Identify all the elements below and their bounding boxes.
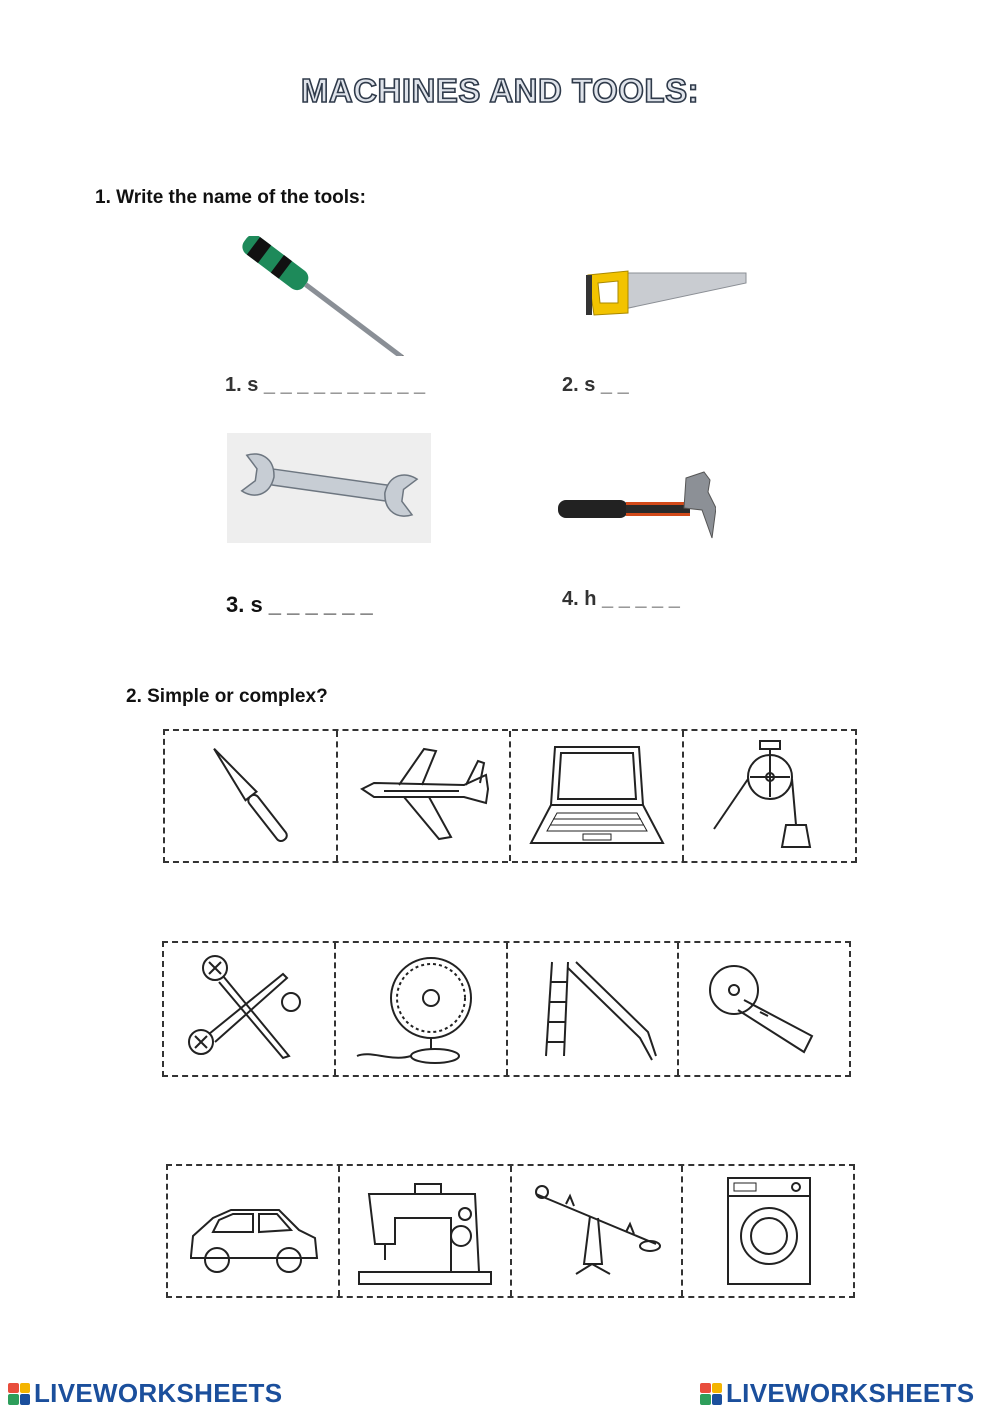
- screws-icon: [179, 952, 319, 1067]
- picture-cell[interactable]: [679, 943, 849, 1075]
- hammer-icon: [556, 468, 716, 542]
- seesaw-icon: [526, 1174, 666, 1289]
- pulley-icon: [700, 739, 840, 854]
- picture-cell[interactable]: [511, 731, 684, 861]
- tool-answer-4[interactable]: 4. h _ _ _ _ _: [562, 588, 680, 610]
- tool-answer-1[interactable]: 1. s _ _ _ _ _ _ _ _ _ _: [225, 374, 426, 396]
- knife-icon: [181, 739, 321, 854]
- footer-brand-left: [8, 1378, 282, 1409]
- laptop-icon: [527, 739, 667, 854]
- footer-brand-right: [700, 1378, 974, 1409]
- jet-plane-icon: [354, 739, 494, 854]
- footer-brand-text: LIVEWORKSHEETS: [34, 1378, 283, 1408]
- liveworksheets-logo-icon: [700, 1383, 722, 1405]
- footer-brand-text: LIVEWORKSHEETS: [726, 1378, 975, 1408]
- picture-row-1: [163, 729, 857, 863]
- picture-cell[interactable]: [168, 1166, 340, 1296]
- picture-cell[interactable]: [683, 1166, 853, 1296]
- picture-row-2: [162, 941, 851, 1077]
- page-title: MACHINES AND TOOLS:: [300, 72, 700, 109]
- section-1-heading: 1. Write the name of the tools:: [95, 187, 366, 208]
- picture-cell[interactable]: [508, 943, 680, 1075]
- picture-row-3: [166, 1164, 855, 1298]
- picture-cell[interactable]: [340, 1166, 512, 1296]
- picture-cell[interactable]: [165, 731, 338, 861]
- saw-icon: [584, 265, 749, 323]
- electric-fan-icon: [351, 952, 491, 1067]
- tool-answer-2[interactable]: 2. s _ _: [562, 374, 629, 396]
- picture-cell[interactable]: [336, 943, 508, 1075]
- screwdriver-icon: [238, 236, 428, 356]
- car-icon: [183, 1174, 323, 1289]
- washing-machine-icon: [698, 1174, 838, 1289]
- liveworksheets-logo-icon: [8, 1383, 30, 1405]
- section-2-heading: 2. Simple or complex?: [126, 686, 328, 707]
- picture-cell[interactable]: [512, 1166, 684, 1296]
- playground-slide-icon: [522, 952, 662, 1067]
- pizza-cutter-icon: [694, 952, 834, 1067]
- sewing-machine-icon: [355, 1174, 495, 1289]
- picture-cell[interactable]: [684, 731, 855, 861]
- picture-cell[interactable]: [164, 943, 336, 1075]
- picture-cell[interactable]: [338, 731, 511, 861]
- tool-answer-3[interactable]: 3. s _ _ _ _ _ _: [226, 592, 373, 617]
- spanner-icon: [227, 433, 431, 543]
